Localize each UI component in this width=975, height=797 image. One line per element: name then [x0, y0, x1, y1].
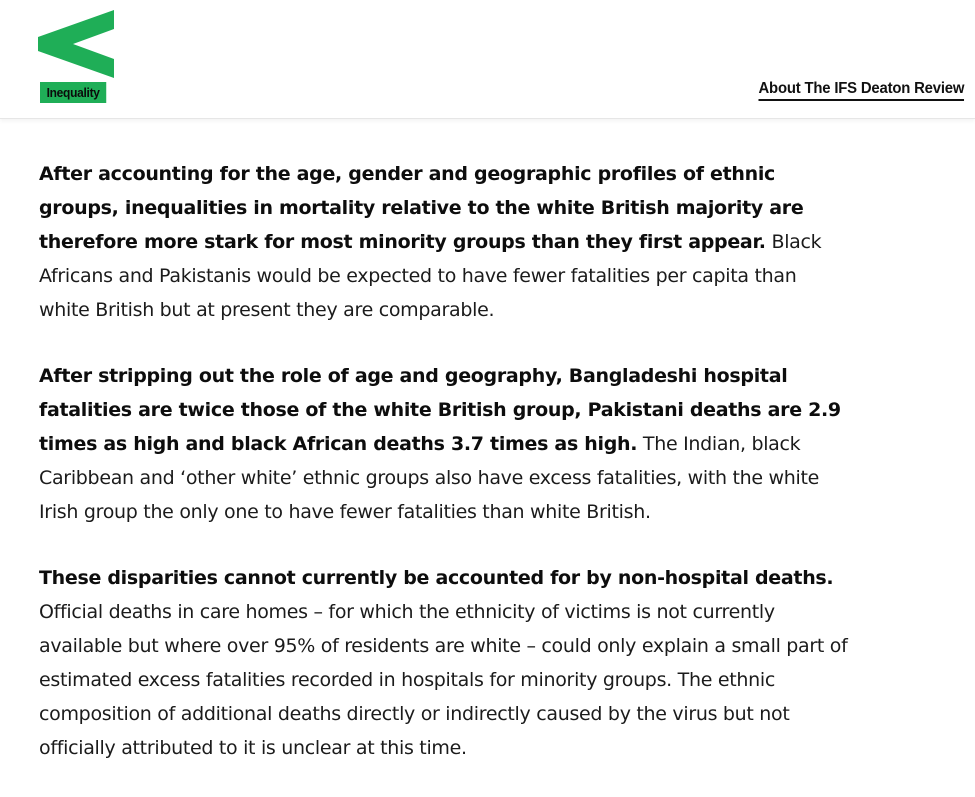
article-paragraph-1: [39, 157, 851, 327]
article-body: [39, 157, 851, 797]
paragraph-lead: After stripping out the role of age and geography, Bangladeshi hospital fatalities are twice those of the white British group, Pakistani deaths are 2.9 times as high and black African deaths 3.7 times as high.: [39, 365, 841, 455]
inequality-logo[interactable]: [38, 10, 114, 104]
paragraph-body: Black Africans and Pakistanis would be expected to have fewer fatalities per capita than white British but at present they are comparable.: [39, 231, 822, 321]
paragraph-lead: After accounting for the age, gender and geographic profiles of ethnic groups, inequalities in mortality relative to the white British majority are therefore more stark for most minority groups than they first appear.: [39, 163, 804, 253]
paragraph-body: Official deaths in care homes – for which the ethnicity of victims is not currently available but where over 95% of residents are white – could only explain a small part of estimated excess fatalities recorded in hospitals for minority groups. The ethnic composition of additional deaths directly or indirectly caused by the virus but not officially attributed to it is unclear at this time.: [39, 601, 848, 759]
site-header: [0, 0, 975, 119]
article-paragraph-3: [39, 561, 851, 765]
about-deaton-review-link[interactable]: About The IFS Deaton Review: [758, 80, 964, 101]
article-paragraph-2: [39, 359, 851, 529]
inequality-logo-icon: [38, 10, 114, 78]
paragraph-lead: These disparities cannot currently be accounted for by non-hospital deaths.: [39, 567, 834, 589]
paragraph-body: The Indian, black Caribbean and ‘other white’ ethnic groups also have excess fatalities, with the white Irish group the only one to have fewer fatalities than white British.: [39, 433, 820, 523]
logo-label: Inequality: [40, 82, 106, 103]
